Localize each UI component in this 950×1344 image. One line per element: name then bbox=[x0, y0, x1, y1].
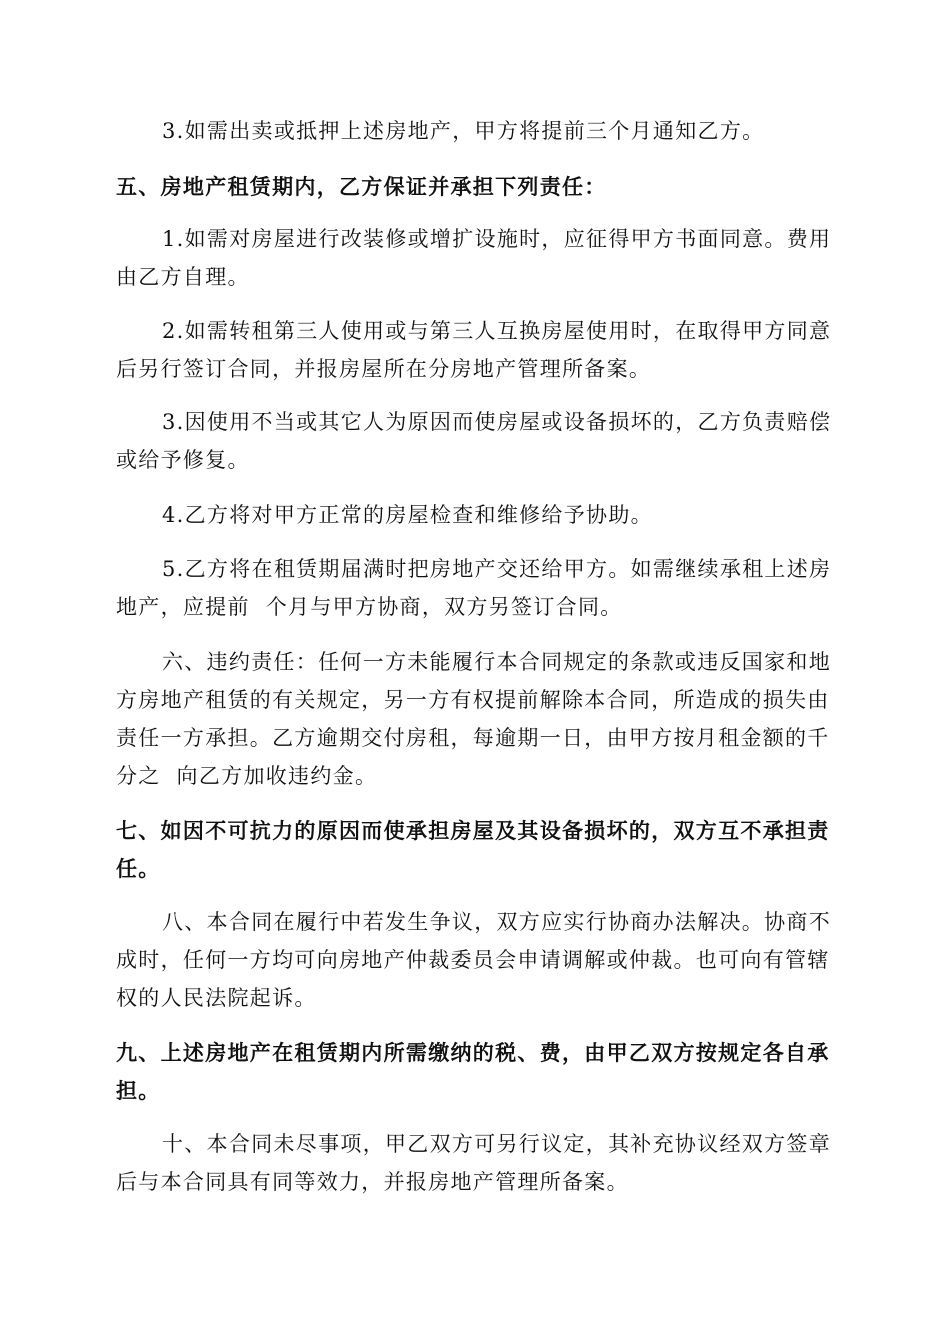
clause-5-item-3: 3.因使用不当或其它人为原因而使房屋或设备损坏的，乙方负责赔偿或给予修复。 bbox=[116, 410, 832, 472]
section-6-breach: 六、违约责任：任何一方未能履行本合同规定的条款或违反国家和地方房地产租赁的有关规定，另一方有权提前解除本合同，所造成的损失由责任一方承担。乙方逾期交付房租，每逾期一日，由甲方按月租金额的千分之 向乙方加收违约金。 bbox=[116, 650, 831, 788]
section-10-supplement: 十、本合同未尽事项，甲乙双方可另行议定，其补充协议经双方签章后与本合同具有同等效力，并报房地产管理所备案。 bbox=[116, 1132, 831, 1194]
section-7-force-majeure: 七、如因不可抗力的原因而使承担房屋及其设备损坏的，双方互不承担责任。 bbox=[116, 819, 830, 881]
clause-5-item-4: 4.乙方将对甲方正常的房屋检查和维修给予协助。 bbox=[162, 503, 653, 527]
clause-4-item-3: 3.如需出卖或抵押上述房地产，甲方将提前三个月通知乙方。 bbox=[162, 119, 765, 143]
clause-5-item-5: 5.乙方将在租赁期届满时把房地产交还给甲方。如需继续承租上述房地产，应提前 个月与甲方协商，双方另签订合同。 bbox=[116, 557, 832, 619]
section-8-dispute: 八、本合同在履行中若发生争议，双方应实行协商办法解决。协商不成时，任何一方均可向房地产仲裁委员会申请调解或仲裁。也可向有管辖权的人民法院起诉。 bbox=[116, 910, 831, 1010]
section-5-heading: 五、房地产租赁期内，乙方保证并承担下列责任： bbox=[116, 175, 607, 199]
clause-5-item-1: 1.如需对房屋进行改装修或增扩设施时，应征得甲方书面同意。费用由乙方自理。 bbox=[116, 227, 832, 289]
section-9-taxes: 九、上述房地产在租赁期内所需缴纳的税、费，由甲乙双方按规定各自承担。 bbox=[116, 1041, 830, 1103]
clause-5-item-2: 2.如需转租第三人使用或与第三人互换房屋使用时，在取得甲方同意后另行签订合同，并报房屋所在分房地产管理所备案。 bbox=[116, 319, 832, 381]
